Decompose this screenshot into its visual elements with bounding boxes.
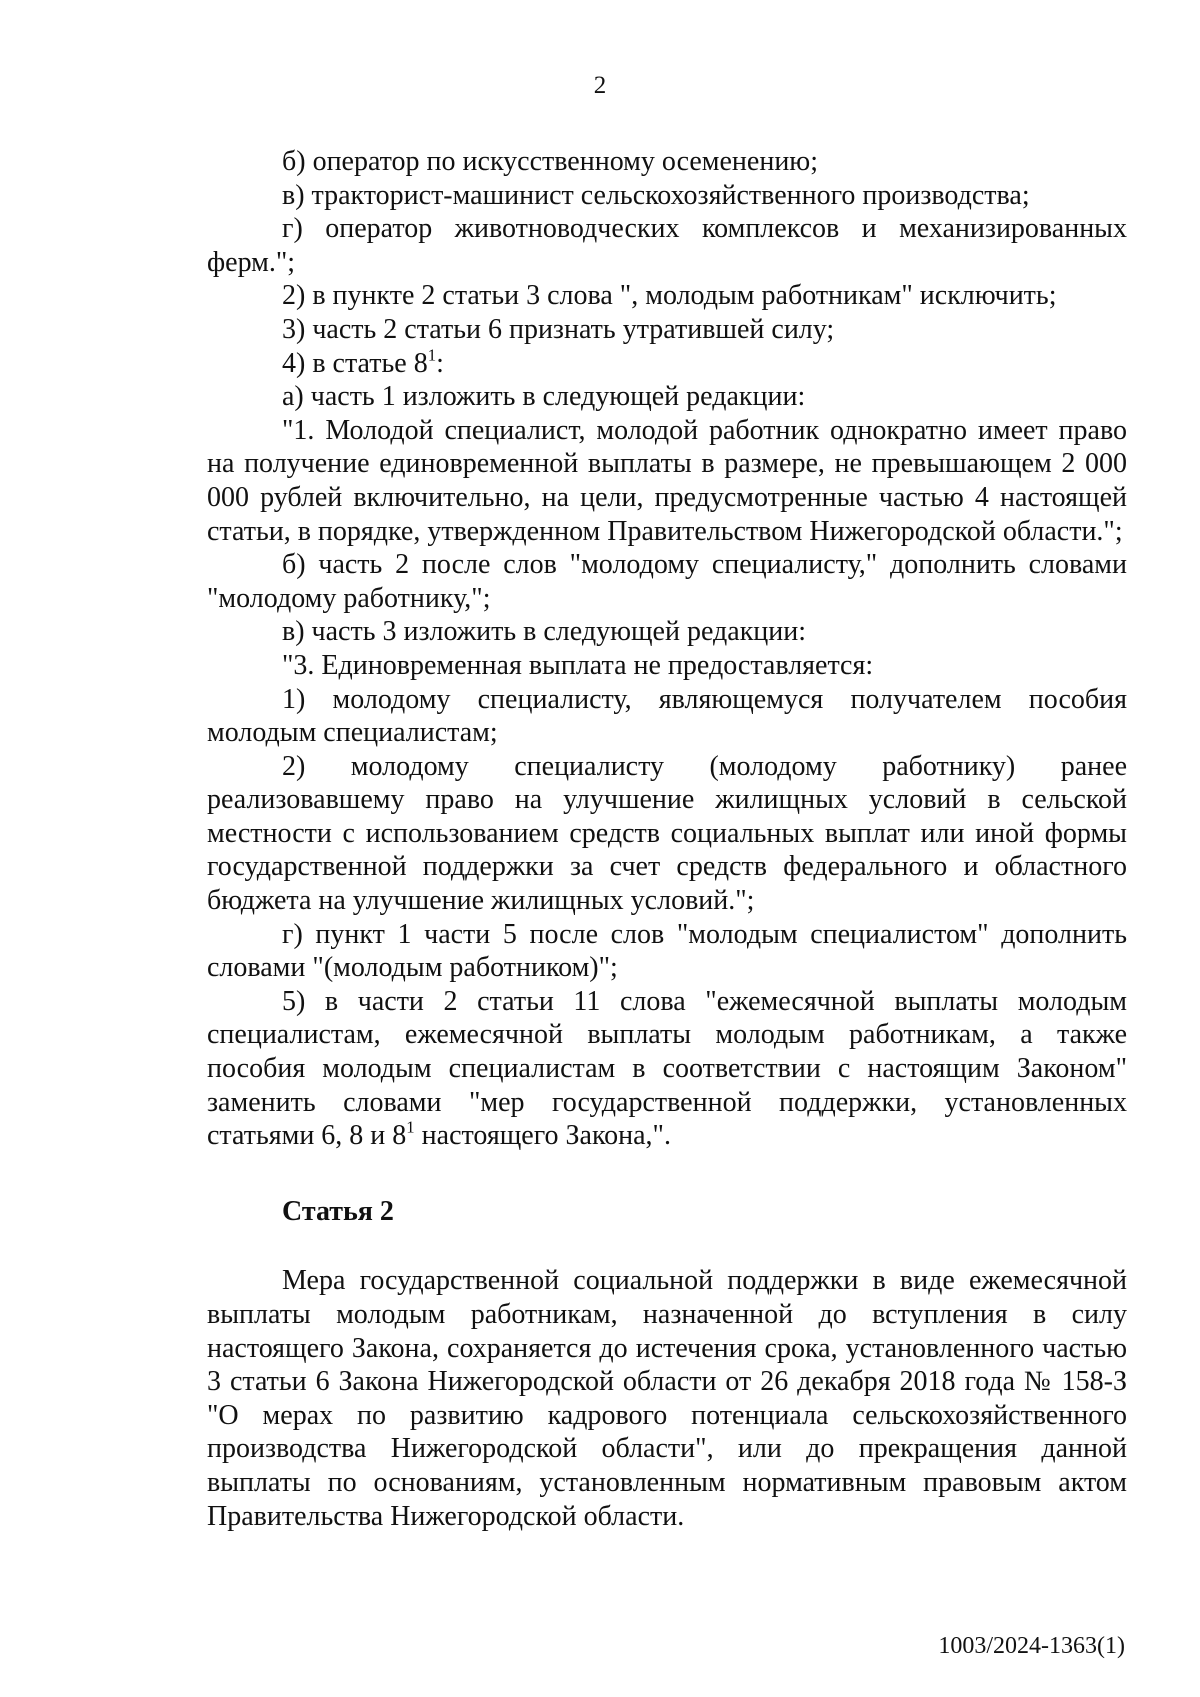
- list-item: 1) молодому специалисту, являющемуся получателем пособия молодым специалистам;: [207, 683, 1127, 749]
- list-item: г) оператор животноводческих комплексов и механизированных ферм.";: [207, 213, 1127, 278]
- article-heading: Статья 2: [282, 1195, 394, 1227]
- list-item: [207, 344, 1127, 381]
- list-item: [207, 985, 1127, 1153]
- superscript: 1: [427, 344, 437, 364]
- list-item-text: 5) в части 2 статьи 11 слова "ежемесячной выплаты молодым специалистам, ежемесячной выплаты молодым работникам, а также пособия молодым специалистам в соответствии с настоящим Законом" заменить словами "мер государственной поддержки, установленных статьями 6, 8 и 8: [207, 985, 1127, 1152]
- article-paragraph: Мера государственной социальной поддержки в виде ежемесячной выплаты молодым работникам, назначенной до вступления в силу настоящего Закона, сохраняется до истечения срока, установленного частью 3 статьи 6 Закона Нижегородской области от 26 декабря 2018 года № 158-З "О мерах по развитию кадрового потенциала сельскохозяйственного производства Нижегородской области", или до прекращения данной выплаты по основаниям, установленным нормативным правовым актом Правительства Нижегородской области.: [207, 1265, 1127, 1532]
- list-item: в) тракторист-машинист сельскохозяйственного производства;: [282, 179, 1030, 211]
- superscript: 1: [406, 1117, 415, 1137]
- spacer: [207, 1228, 1127, 1264]
- document-code: 1003/2024-1363(1): [938, 1633, 1125, 1659]
- list-item-end: :: [436, 347, 444, 379]
- list-item-end: настоящего Закона,".: [414, 1120, 671, 1152]
- list-item: "3. Единовременная выплата не предоставляется:: [282, 649, 874, 681]
- document-body: [207, 145, 1127, 1533]
- list-item-text: 4) в статье 8: [282, 347, 428, 379]
- list-item: б) оператор по искусственному осеменению;: [282, 146, 819, 177]
- list-item: 3) часть 2 статьи 6 признать утратившей силу;: [282, 313, 835, 345]
- list-item: 2) в пункте 2 статьи 3 слова ", молодым работникам" исключить;: [282, 280, 1057, 312]
- page-number: 2: [593, 72, 607, 99]
- list-item: в) часть 3 изложить в следующей редакции:: [282, 616, 807, 648]
- list-item: 2) молодому специалисту (молодому работнику) ранее реализовавшему право на улучшение жилищных условий в сельской местности с использованием средств социальных выплат или иной формы государственной поддержки за счет средств федерального и областного бюджета на улучшение жилищных условий.";: [207, 750, 1127, 917]
- list-item: "1. Молодой специалист, молодой работник однократно имеет право на получение единовременной выплаты в размере, не превышающем 2 000 000 рублей включительно, на цели, предусмотренные частью 4 настоящей статьи, в порядке, утвержденном Правительством Нижегородской области.";: [207, 414, 1127, 547]
- list-item: а) часть 1 изложить в следующей редакции:: [282, 381, 806, 413]
- list-item: г) пункт 1 части 5 после слов "молодым специалистом" дополнить словами "(молодым работником)";: [207, 918, 1127, 984]
- list-item: б) часть 2 после слов "молодому специалисту," дополнить словами "молодому работнику,";: [207, 549, 1127, 614]
- spacer: [207, 1153, 1127, 1195]
